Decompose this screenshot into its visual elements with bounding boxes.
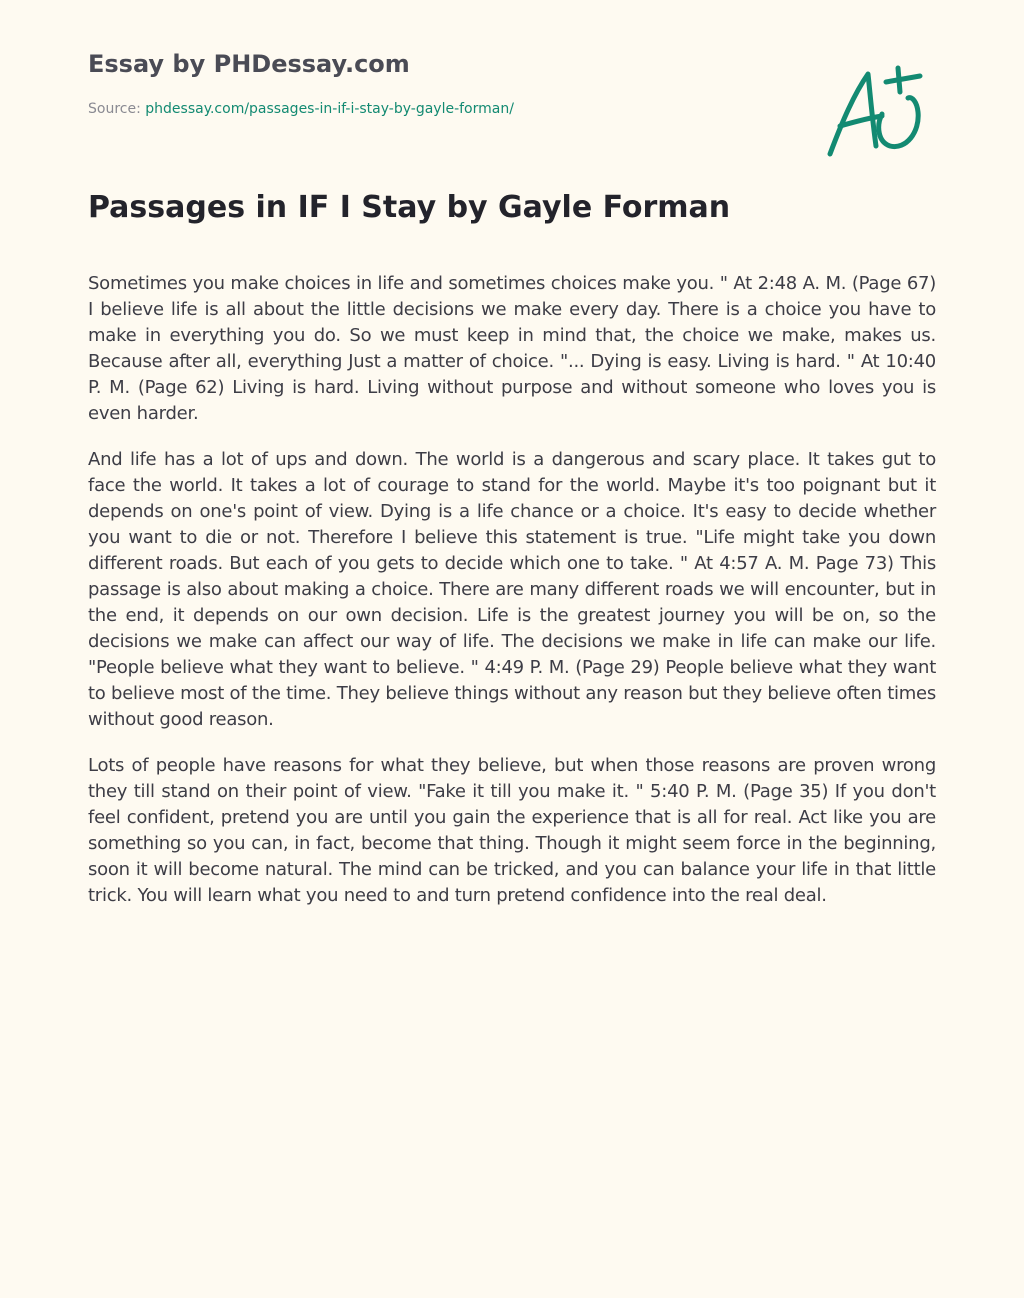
source-line	[88, 101, 514, 117]
source-link[interactable]: phdessay.com/passages-in-if-i-stay-by-gayle-forman/	[145, 101, 514, 117]
a-plus-grade-icon	[820, 62, 930, 162]
essay-title: Passages in IF I Stay by Gayle Forman	[88, 190, 731, 225]
essay-paragraph: And life has a lot of ups and down. The world is a dangerous and scary place. It takes gut to face the world. It takes a lot of courage to stand for the world. Maybe it's too poignant but it depends on one's point of view. Dying is a life chance or a choice. It's easy to decide whether you want to die or not. Therefore I believe this statement is true. "Life might take you down different roads. But each of you gets to decide which one to take. " At 4:57 A. M. Page 73) This passage is also about making a choice. There are many different roads we will encounter, but in the end, it depends on our own decision. Life is the greatest journey you will be on, so the decisions we make can affect our way of life. The decisions we make in life can make our life. "People believe what they want to believe. " 4:49 P. M. (Page 29) People believe what they want to believe most of the time. They believe things without any reason but they believe often times without good reason.	[88, 449, 936, 730]
essay-body	[88, 271, 936, 929]
essay-paragraph: Sometimes you make choices in life and sometimes choices make you. " At 2:48 A. M. (Page 67) I believe life is all about the little decisions we make every day. There is a choice you have to make in everything you do. So we must keep in mind that, the choice we make, makes us. Because after all, everything Just a matter of choice. "... Dying is easy. Living is hard. " At 10:40 P. M. (Page 62) Living is hard. Living without purpose and without someone who loves you is even harder.	[88, 273, 936, 424]
source-label: Source:	[88, 101, 141, 117]
essay-paragraph: Lots of people have reasons for what they believe, but when those reasons are proven wrong they till stand on their point of view. "Fake it till you make it. " 5:40 P. M. (Page 35) If you don't feel confident, pretend you are until you gain the experience that is all for real. Act like you are something so you can, in fact, become that thing. Though it might seem force in the beginning, soon it will become natural. The mind can be tricked, and you can balance your life in that little trick. You will learn what you need to and turn pretend confidence into the real deal.	[88, 755, 936, 906]
site-title: Essay by PHDessay.com	[88, 50, 410, 78]
